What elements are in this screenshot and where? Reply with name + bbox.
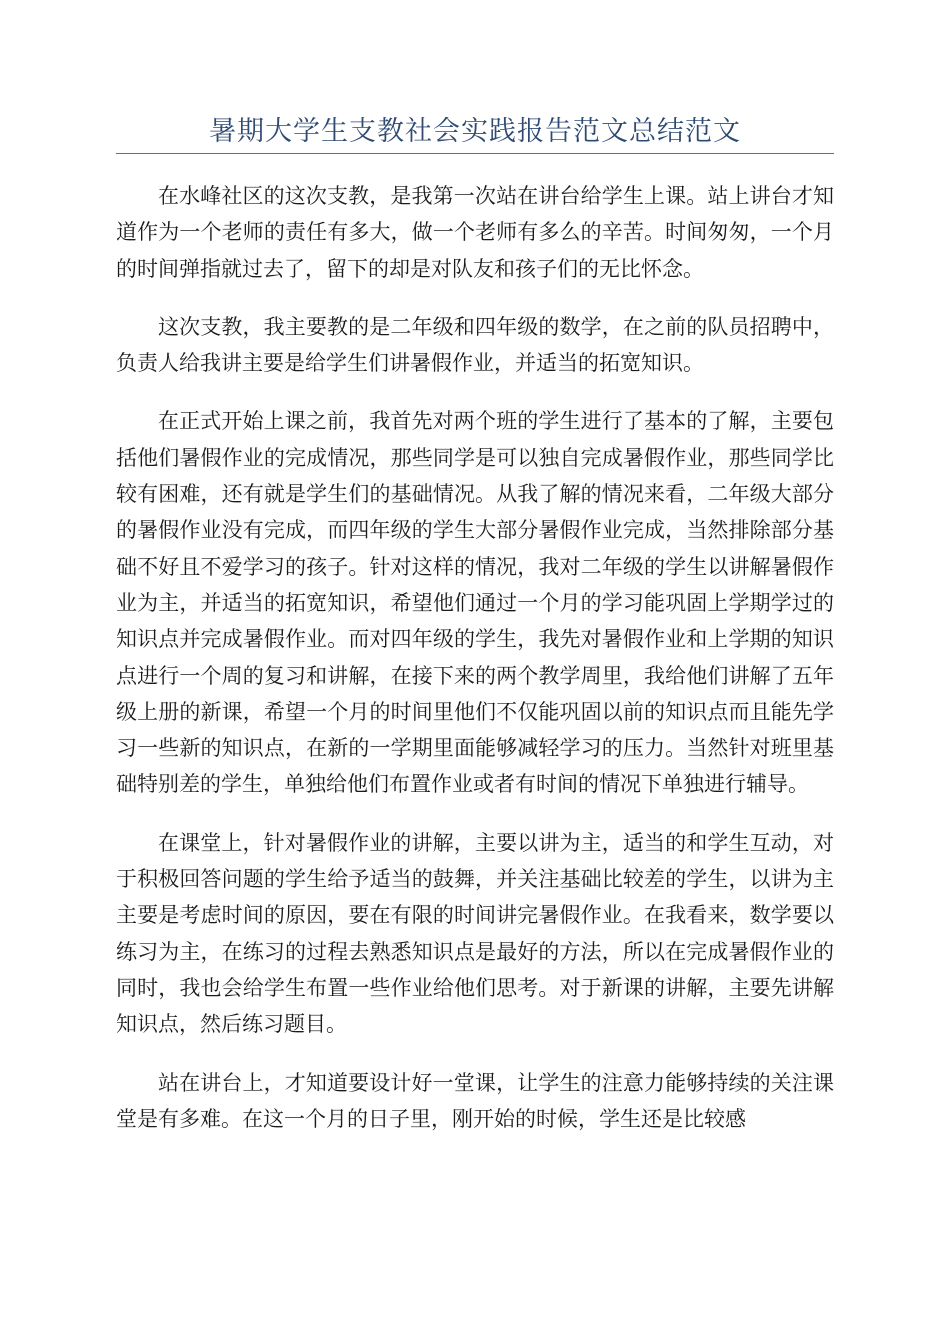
- paragraph-3: 在正式开始上课之前，我首先对两个班的学生进行了基本的了解，主要包括他们暑假作业的完成情况，那些同学是可以独自完成暑假作业，那些同学比较有困难，还有就是学生们的基础情况。从我了解的情况来看，二年级大部分的暑假作业没有完成，而四年级的学生大部分暑假作业完成，当然排除部分基础不好且不爱学习的孩子。针对这样的情况，我对二年级的学生以讲解暑假作业为主，并适当的拓宽知识，希望他们通过一个月的学习能巩固上学期学过的知识点并完成暑假作业。而对四年级的学生，我先对暑假作业和上学期的知识点进行一个周的复习和讲解，在接下来的两个教学周里，我给他们讲解了五年级上册的新课，希望一个月的时间里他们不仅能巩固以前的知识点而且能先学习一些新的知识点，在新的一学期里面能够减轻学习的压力。当然针对班里基础特别差的学生，单独给他们布置作业或者有时间的情况下单独进行辅导。: [116, 409, 834, 797]
- document-body: [116, 178, 834, 1159]
- title-underline: [116, 153, 834, 154]
- paragraph-1: 在水峰社区的这次支教，是我第一次站在讲台给学生上课。站上讲台才知道作为一个老师的责任有多大，做一个老师有多么的辛苦。时间匆匆，一个月的时间弹指就过去了，留下的却是对队友和孩子们的无比怀念。: [116, 184, 834, 281]
- paragraph-4: 在课堂上，针对暑假作业的讲解，主要以讲为主，适当的和学生互动，对于积极回答问题的学生给予适当的鼓舞，并关注基础比较差的学生，以讲为主主要是考虑时间的原因，要在有限的时间讲完暑假作业。在我看来，数学要以练习为主，在练习的过程去熟悉知识点是最好的方法，所以在完成暑假作业的同时，我也会给学生布置一些作业给他们思考。对于新课的讲解，主要先讲解知识点，然后练习题目。: [116, 830, 834, 1037]
- paragraph-5: 站在讲台上，才知道要设计好一堂课，让学生的注意力能够持续的关注课堂是有多难。在这一个月的日子里，刚开始的时候，学生还是比较感: [116, 1070, 834, 1131]
- paragraph-2: 这次支教，我主要教的是二年级和四年级的数学，在之前的队员招聘中，负责人给我讲主要是给学生们讲暑假作业，并适当的拓宽知识。: [116, 314, 834, 376]
- document-title: 暑期大学生支教社会实践报告范文总结范文: [209, 116, 741, 147]
